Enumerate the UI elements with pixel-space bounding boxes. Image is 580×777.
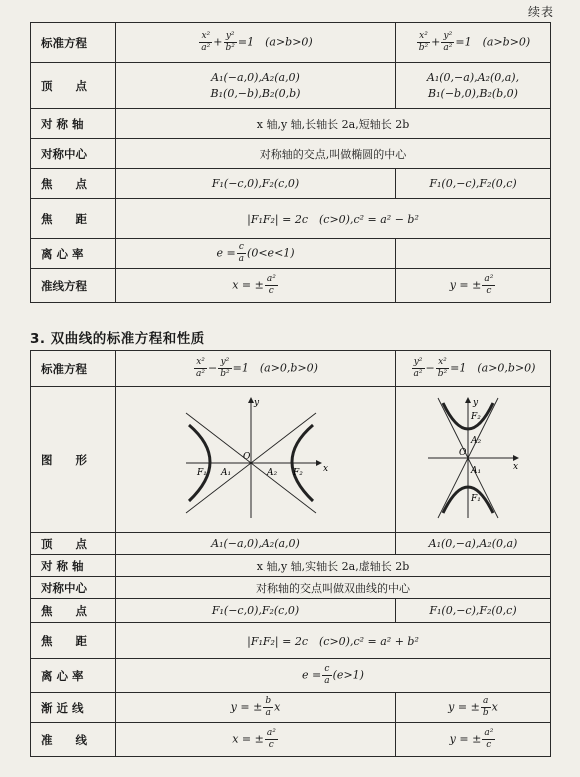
ellipse-directrix-x: x = ± $\frac{\text{a²}}{c}$: [116, 269, 396, 303]
ellipse-focal-distance: |F₁F₂| = 2c (c>0),c² = a² − b²: [116, 199, 551, 239]
y-label: y: [473, 398, 479, 408]
section-title: 3. 双曲线的标准方程和性质: [30, 331, 205, 347]
table-row: [31, 269, 551, 303]
row-label: 焦 点: [31, 169, 116, 199]
row-label: 准线方程: [31, 269, 116, 303]
hyperbola-equation-x: $\frac{\text{x²}}{\text{a²}}$ − $\frac{\text{y²}}{\text{b²}}$ =1 (a>0,b>0): [116, 351, 396, 387]
vertex-label: A₂: [471, 436, 482, 446]
table-row: [31, 577, 551, 599]
ellipse-foci-x: F₁(−c,0),F₂(c,0): [116, 169, 396, 199]
vertex-label: A₁: [471, 466, 482, 476]
row-label: 对称中心: [31, 139, 116, 169]
row-label: 顶 点: [31, 533, 116, 555]
table-row: [31, 351, 551, 387]
table-row: [31, 623, 551, 659]
hyperbola-eccentricity: e = $\frac{c}{a}$ (e>1): [116, 659, 551, 693]
row-label: 图 形: [31, 387, 116, 533]
ellipse-equation-x: $\frac{\text{x²}}{\text{a²}}$ + $\frac{\text{y²}}{\text{b²}}$ =1 (a>b>0): [116, 23, 396, 63]
row-label: 渐 近 线: [31, 693, 116, 723]
table-row: [31, 239, 551, 269]
hyperbola-foci-x: F₁(−c,0),F₂(c,0): [116, 599, 396, 623]
focus-label: F₁: [196, 468, 207, 478]
table-row: [31, 555, 551, 577]
ellipse-vertices-x: A₁(−a,0),A₂(a,0) B₁(0,−b),B₂(0,b): [116, 63, 396, 109]
hyperbola-axes: x 轴,y 轴,实轴长 2a,虚轴长 2b: [116, 555, 551, 577]
ellipse-equation-y: $\frac{\text{x²}}{\text{b²}}$ + $\frac{\text{y²}}{\text{a²}}$ =1 (a>b>0): [396, 23, 551, 63]
hyperbola-directrix-y: y = ± $\frac{\text{a²}}{c}$: [396, 723, 551, 757]
hyperbola-graph-x: [116, 387, 396, 533]
hyperbola-foci-y: F₁(0,−c),F₂(0,c): [396, 599, 551, 623]
row-label: 焦 点: [31, 599, 116, 623]
hyperbola-vertical-graph: [423, 393, 523, 523]
ellipse-foci-y: F₁(0,−c),F₂(0,c): [396, 169, 551, 199]
row-label: 对 称 轴: [31, 555, 116, 577]
hyperbola-vertices-y: A₁(0,−a),A₂(0,a): [396, 533, 551, 555]
hyperbola-center: 对称轴的交点叫做双曲线的中心: [116, 577, 551, 599]
focus-label: F₁: [471, 494, 481, 504]
table-row: [31, 723, 551, 757]
vertex-label: A₂: [266, 468, 277, 478]
table-row: [31, 599, 551, 623]
hyperbola-directrix-x: x = ± $\frac{\text{a²}}{c}$: [116, 723, 396, 757]
row-label: 标准方程: [31, 23, 116, 63]
hyperbola-asymptote-x: y = ± $\frac{b}{a}$ x: [116, 693, 396, 723]
hyperbola-table: [30, 350, 551, 757]
vertex-label: A₁: [220, 468, 231, 478]
origin-label: O: [242, 452, 250, 462]
table-row: [31, 23, 551, 63]
ellipse-eccentricity: e = $\frac{c}{a}$ (0<e<1): [116, 239, 396, 269]
table-row: [31, 139, 551, 169]
hyperbola-graph-y: [396, 387, 551, 533]
ellipse-directrix-y: y = ± $\frac{\text{a²}}{c}$: [396, 269, 551, 303]
table-row: [31, 169, 551, 199]
hyperbola-focal-distance: |F₁F₂| = 2c (c>0),c² = a² + b²: [116, 623, 551, 659]
ellipse-vertices-y: A₁(0,−a),A₂(0,a), B₁(−b,0),B₂(b,0): [396, 63, 551, 109]
row-label: 标准方程: [31, 351, 116, 387]
continued-label: 续表: [527, 5, 554, 19]
table-row: [31, 199, 551, 239]
x-label: x: [322, 464, 328, 474]
focus-label: F₂: [292, 468, 303, 478]
y-label: y: [253, 398, 259, 408]
row-label: 准 线: [31, 723, 116, 757]
x-label: x: [513, 462, 519, 472]
ellipse-table: [30, 22, 551, 303]
row-label: 焦 距: [31, 623, 116, 659]
table-row: [31, 693, 551, 723]
ellipse-center: 对称轴的交点,叫做椭圆的中心: [116, 139, 551, 169]
hyperbola-equation-y: $\frac{\text{y²}}{\text{a²}}$ − $\frac{\text{x²}}{\text{b²}}$ =1 (a>0,b>0): [396, 351, 551, 387]
row-label: 对 称 轴: [31, 109, 116, 139]
ellipse-axes: x 轴,y 轴,长轴长 2a,短轴长 2b: [116, 109, 551, 139]
table-row: [31, 659, 551, 693]
hyperbola-vertices-x: A₁(−a,0),A₂(a,0): [116, 533, 396, 555]
row-label: 焦 距: [31, 199, 116, 239]
focus-label: F₂: [471, 412, 481, 422]
row-label: 对称中心: [31, 577, 116, 599]
origin-label: O: [459, 448, 467, 458]
table-row: [31, 533, 551, 555]
row-label: 顶 点: [31, 63, 116, 109]
row-label: 离 心 率: [31, 239, 116, 269]
table-row: [31, 109, 551, 139]
row-label: 离 心 率: [31, 659, 116, 693]
hyperbola-horizontal-graph: [181, 393, 331, 523]
table-row: [31, 387, 551, 533]
hyperbola-asymptote-y: y = ± $\frac{a}{b}$ x: [396, 693, 551, 723]
table-row: [31, 63, 551, 109]
